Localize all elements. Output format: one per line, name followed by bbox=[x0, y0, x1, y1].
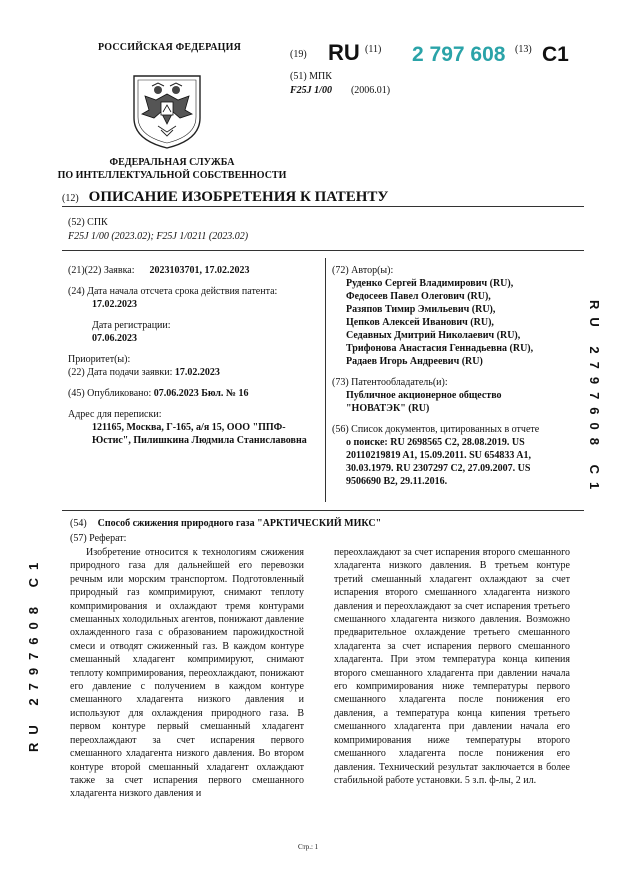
side-label-right: RU 2797608 C1 bbox=[587, 300, 602, 498]
author-item: Седавных Дмитрий Николаевич (RU), bbox=[346, 330, 521, 341]
tag-11: (11) bbox=[365, 44, 382, 55]
authors-list bbox=[332, 277, 577, 368]
country-name: РОССИЙСКАЯ ФЕДЕРАЦИЯ bbox=[98, 42, 242, 53]
country-code: RU bbox=[328, 40, 360, 65]
title-text: ОПИСАНИЕ ИЗОБРЕТЕНИЯ К ПАТЕНТУ bbox=[88, 189, 389, 205]
patent-office-name bbox=[54, 156, 290, 182]
document-title bbox=[62, 188, 388, 206]
published-row bbox=[68, 387, 318, 400]
term-start-value: 17.02.2023 bbox=[92, 299, 137, 310]
ipc-label: (51) МПК bbox=[290, 71, 332, 82]
author-item: Руденко Сергей Владимирович (RU), bbox=[346, 278, 514, 289]
holder-line-1: Публичное акционерное общество bbox=[346, 390, 502, 401]
address-line-1: 121165, Москва, Г-165, а/я 15, ООО "ППФ- bbox=[92, 422, 286, 433]
application-label: (21)(22) Заявка: bbox=[68, 265, 135, 276]
bibliographic-left bbox=[68, 264, 318, 447]
filing-value: 17.02.2023 bbox=[174, 367, 220, 378]
invention-name: Способ сжижения природного газа "АРКТИЧЕСКИЙ МИКС" bbox=[97, 518, 382, 529]
title-tag: (12) bbox=[62, 193, 79, 204]
office-line-2: ПО ИНТЕЛЛЕКТУАЛЬНОЙ СОБСТВЕННОСТИ bbox=[57, 170, 287, 181]
cited-docs-line: 9506690 B2, 29.11.2016. bbox=[346, 476, 448, 487]
spk-value: F25J 1/00 (2023.02); F25J 1/0211 (2023.02) bbox=[68, 231, 249, 242]
published-value: 07.06.2023 Бюл. № 16 bbox=[153, 388, 249, 399]
ipc-version: (2006.01) bbox=[350, 85, 391, 96]
page-number: Стр.: 1 bbox=[298, 843, 319, 851]
kind-code: C1 bbox=[542, 43, 569, 66]
abstract-label: (57) Реферат: bbox=[70, 533, 127, 544]
tag-13: (13) bbox=[515, 44, 532, 55]
ipc-row bbox=[290, 84, 390, 97]
tag-19: (19) bbox=[290, 49, 307, 60]
invention-title-row bbox=[70, 517, 381, 530]
holder-line-2: "НОВАТЭК" (RU) bbox=[346, 403, 430, 414]
coat-of-arms-emblem bbox=[128, 66, 206, 150]
application-value: 2023103701, 17.02.2023 bbox=[149, 265, 250, 276]
abstract-column-1: Изобретение относится к технологиям сжижения природного газа для дальнейшей его перевозки речным или морским транспортом. Подготовленный природный газ компримируют, снимают теплоту компримирования и охлаждают тремя контурами смешанных холодильных агентов, понижают давление охлажденного газа с образованием парожидкостной смеси и отводят сжиженный газ. В каждом контуре смешанный хладагент компримируют, снимают теплоту компримирования, переохлаждают, понижают его давление с получением в каждом контуре смешанного хладагента низкого давления и используют для охлаждения природного газа. В первом контуре первый смешанный хладагент переохлаждают за счет испарения первого смешанного хладагента низкого давления. Во втором контуре второй смешанный хладагент охлаждают также за счет испарения первого смешанного хладагента низкого давления и bbox=[70, 547, 304, 800]
address-line-2: Юстис", Пилишкина Людмила Станиславовна bbox=[92, 435, 307, 446]
office-line-1: ФЕДЕРАЛЬНАЯ СЛУЖБА bbox=[109, 157, 235, 168]
author-item: Радаев Игорь Андреевич (RU) bbox=[346, 356, 483, 367]
spk-divider bbox=[62, 250, 584, 251]
patent-number: 2 797 608 bbox=[412, 43, 506, 66]
side-label-left: RU 2797608 C1 bbox=[26, 554, 41, 752]
term-start-label: (24) Дата начала отсчета срока действия патента: bbox=[68, 286, 278, 297]
published-label: (45) Опубликовано: bbox=[68, 388, 152, 399]
address-label: Адрес для переписки: bbox=[68, 409, 162, 420]
patent-id-line bbox=[290, 44, 307, 62]
author-item: Разяпов Тимир Эмильевич (RU), bbox=[346, 304, 496, 315]
ipc-class: F25J 1/00 bbox=[290, 85, 332, 96]
application-row bbox=[68, 264, 318, 277]
author-item: Федосеев Павел Олегович (RU), bbox=[346, 291, 491, 302]
holder-label: (73) Патентообладатель(и): bbox=[332, 377, 448, 388]
cited-docs-line: 30.03.1979. RU 2307297 C2, 27.09.2007. US bbox=[346, 463, 531, 474]
title-divider bbox=[62, 206, 584, 207]
abstract-column-2: переохлаждают за счет испарения второго смешанного хладагента низкого давления. В третьем контуре третий смешанный хладагент охлаждают за счет испарения второго смешанного хладагента низкого давления и переохлаждают за счет испарения третьего смешанного хладагента низкого давления. Возможно предварительное охлаждение третьего смешанного хладагента за счет испарения первого смешанного хладагента. При этом температура конца кипения второго смешанного хладагента при давлении начала его компримирования ниже температуры первого смешанного хладагента после понижения его давления, а температура конца кипения третьего смешанного хладагента при давлении начала его компримирования ниже температуры второго смешанного хладагента после понижения его давления. Технический результат заключается в более стабильной работе установки. 5 з.п. ф-лы, 2 ил. bbox=[334, 547, 570, 786]
author-item: Цепков Алексей Иванович (RU), bbox=[346, 317, 494, 328]
authors-label: (72) Автор(ы): bbox=[332, 265, 394, 276]
cited-docs-list bbox=[332, 436, 577, 488]
priority-label: Приоритет(ы): bbox=[68, 354, 131, 365]
registration-label: Дата регистрации: bbox=[92, 320, 171, 331]
bibliographic-right bbox=[332, 264, 577, 488]
author-item: Трифонова Анастасия Геннадьевна (RU), bbox=[346, 343, 534, 354]
cited-docs-line: о поиске: RU 2698565 C2, 28.08.2019. US bbox=[346, 437, 525, 448]
section-divider bbox=[62, 510, 584, 511]
column-divider bbox=[325, 258, 326, 502]
spk-label: (52) СПК bbox=[68, 217, 108, 228]
invention-tag: (54) bbox=[70, 518, 87, 529]
cited-docs-label: (56) Список документов, цитированных в отчете bbox=[332, 424, 540, 435]
registration-value: 07.06.2023 bbox=[92, 333, 137, 344]
cited-docs-line: 20110219819 A1, 15.09.2011. SU 654833 A1, bbox=[346, 450, 532, 461]
filing-row bbox=[68, 366, 318, 379]
filing-label: (22) Дата подачи заявки: bbox=[68, 367, 173, 378]
